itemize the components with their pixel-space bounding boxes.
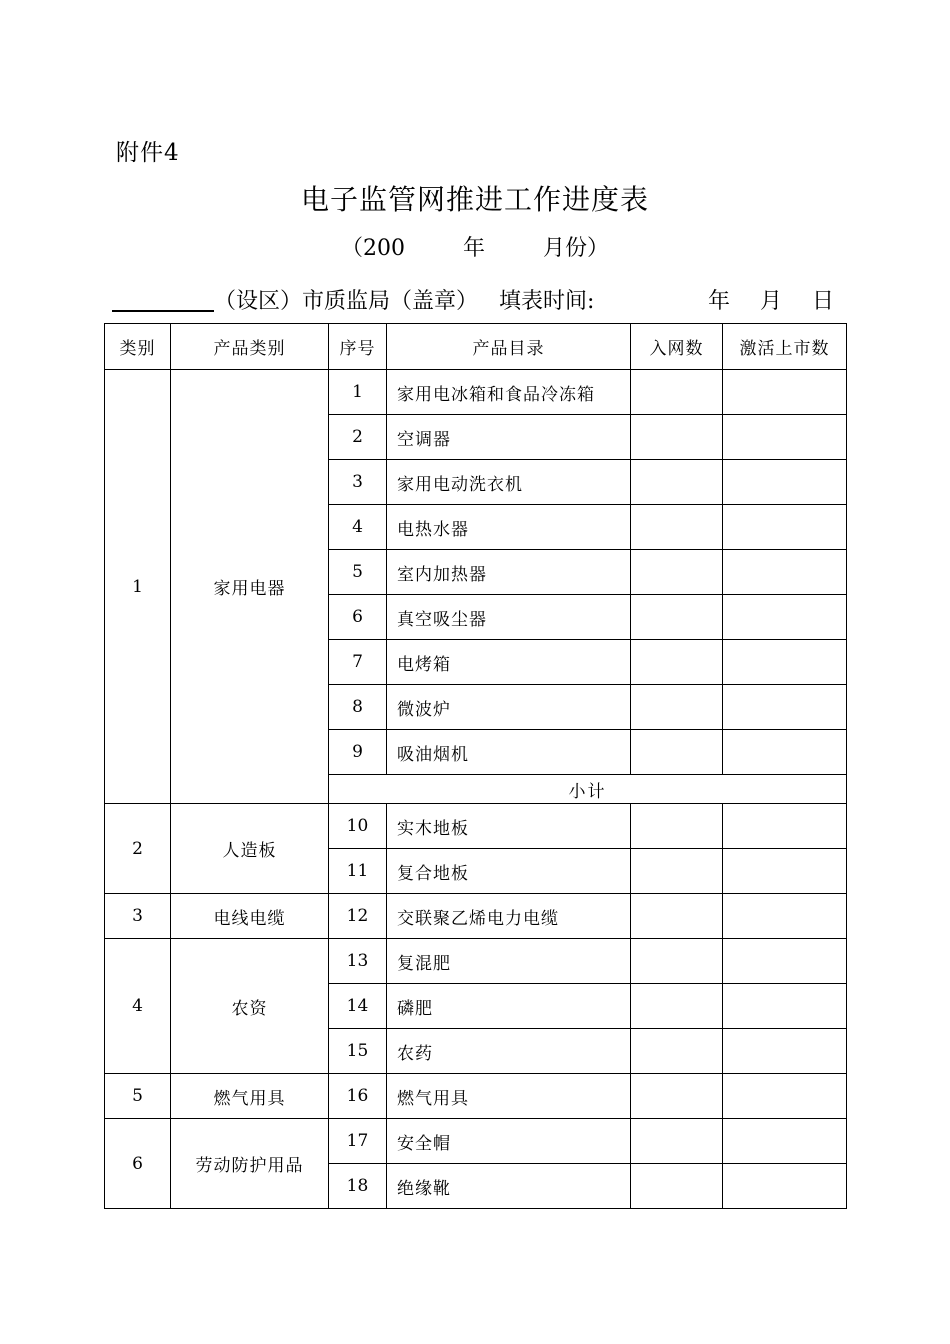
- seq-no-cell: 12: [329, 894, 387, 939]
- seq-no-cell: 8: [329, 685, 387, 730]
- network-count-input-cell[interactable]: [631, 1029, 723, 1074]
- product-name-cell: 吸油烟机: [387, 730, 631, 775]
- activated-count-input-cell[interactable]: [723, 849, 847, 894]
- category-number-cell: 1: [105, 370, 171, 804]
- seq-no-cell: 1: [329, 370, 387, 415]
- col-header-network-count: 入网数: [631, 324, 723, 370]
- seq-no-cell: 2: [329, 415, 387, 460]
- fill-date-label: 填表时间:: [499, 289, 595, 314]
- network-count-input-cell[interactable]: [631, 550, 723, 595]
- seq-no-cell: 11: [329, 849, 387, 894]
- network-count-input-cell[interactable]: [631, 1074, 723, 1119]
- product-name-cell: 实木地板: [387, 804, 631, 849]
- product-name-cell: 电热水器: [387, 505, 631, 550]
- network-count-input-cell[interactable]: [631, 505, 723, 550]
- category-number-cell: 5: [105, 1074, 171, 1119]
- period-open: （200: [340, 236, 405, 261]
- period-year-label: 年: [462, 236, 485, 261]
- product-category-cell: 劳动防护用品: [171, 1119, 329, 1209]
- seq-no-cell: 13: [329, 939, 387, 984]
- seq-no-cell: 3: [329, 460, 387, 505]
- seq-no-cell: 18: [329, 1164, 387, 1209]
- activated-count-input-cell[interactable]: [723, 370, 847, 415]
- seq-no-cell: 15: [329, 1029, 387, 1074]
- col-header-activated-count: 激活上市数: [723, 324, 847, 370]
- progress-table: [104, 323, 847, 1209]
- network-count-input-cell[interactable]: [631, 640, 723, 685]
- fill-date-fields: [708, 284, 834, 315]
- network-count-input-cell[interactable]: [631, 730, 723, 775]
- product-name-cell: 农药: [387, 1029, 631, 1074]
- seq-no-cell: 4: [329, 505, 387, 550]
- activated-count-input-cell[interactable]: [723, 894, 847, 939]
- product-name-cell: 燃气用具: [387, 1074, 631, 1119]
- seq-no-cell: 14: [329, 984, 387, 1029]
- network-count-input-cell[interactable]: [631, 685, 723, 730]
- product-name-cell: 复合地板: [387, 849, 631, 894]
- product-name-cell: 真空吸尘器: [387, 595, 631, 640]
- activated-count-input-cell[interactable]: [723, 1164, 847, 1209]
- subtotal-label: 小计: [329, 775, 847, 804]
- activated-count-input-cell[interactable]: [723, 804, 847, 849]
- activated-count-input-cell[interactable]: [723, 685, 847, 730]
- col-header-product-list: 产品目录: [387, 324, 631, 370]
- network-count-input-cell[interactable]: [631, 370, 723, 415]
- attachment-label: 附件4: [116, 140, 180, 166]
- product-name-cell: 空调器: [387, 415, 631, 460]
- network-count-input-cell[interactable]: [631, 939, 723, 984]
- product-name-cell: 磷肥: [387, 984, 631, 1029]
- product-name-cell: 交联聚乙烯电力电缆: [387, 894, 631, 939]
- seq-no-cell: 16: [329, 1074, 387, 1119]
- date-month-label: 月: [760, 289, 783, 314]
- activated-count-input-cell[interactable]: [723, 939, 847, 984]
- network-count-input-cell[interactable]: [631, 849, 723, 894]
- seq-no-cell: 17: [329, 1119, 387, 1164]
- network-count-input-cell[interactable]: [631, 804, 723, 849]
- col-header-product-category: 产品类别: [171, 324, 329, 370]
- fill-info-line: [112, 284, 948, 315]
- period-subtitle: [0, 231, 950, 262]
- table-row: [105, 894, 847, 939]
- date-day-label: 日: [812, 289, 835, 314]
- product-category-cell: 人造板: [171, 804, 329, 894]
- table-row: [105, 1074, 847, 1119]
- network-count-input-cell[interactable]: [631, 1119, 723, 1164]
- product-category-cell: 农资: [171, 939, 329, 1074]
- product-category-cell: 家用电器: [171, 370, 329, 804]
- col-header-category: 类别: [105, 324, 171, 370]
- activated-count-input-cell[interactable]: [723, 640, 847, 685]
- seq-no-cell: 5: [329, 550, 387, 595]
- category-number-cell: 3: [105, 894, 171, 939]
- product-name-cell: 家用电动洗衣机: [387, 460, 631, 505]
- district-blank-field[interactable]: [112, 288, 214, 312]
- product-category-cell: 电线电缆: [171, 894, 329, 939]
- category-number-cell: 2: [105, 804, 171, 894]
- network-count-input-cell[interactable]: [631, 984, 723, 1029]
- seq-no-cell: 7: [329, 640, 387, 685]
- activated-count-input-cell[interactable]: [723, 1074, 847, 1119]
- category-number-cell: 6: [105, 1119, 171, 1209]
- network-count-input-cell[interactable]: [631, 1164, 723, 1209]
- activated-count-input-cell[interactable]: [723, 730, 847, 775]
- product-category-cell: 燃气用具: [171, 1074, 329, 1119]
- activated-count-input-cell[interactable]: [723, 1029, 847, 1074]
- network-count-input-cell[interactable]: [631, 415, 723, 460]
- activated-count-input-cell[interactable]: [723, 460, 847, 505]
- activated-count-input-cell[interactable]: [723, 984, 847, 1029]
- page-title: 电子监管网推进工作进度表: [300, 183, 649, 216]
- activated-count-input-cell[interactable]: [723, 1119, 847, 1164]
- table-row: [105, 804, 847, 849]
- product-name-cell: 安全帽: [387, 1119, 631, 1164]
- table-header-row: [105, 324, 847, 370]
- seq-no-cell: 6: [329, 595, 387, 640]
- table-row: [105, 1119, 847, 1164]
- activated-count-input-cell[interactable]: [723, 505, 847, 550]
- product-name-cell: 电烤箱: [387, 640, 631, 685]
- network-count-input-cell[interactable]: [631, 894, 723, 939]
- date-year-label: 年: [708, 289, 731, 314]
- district-bureau-label: （设区）市质监局（盖章）: [214, 289, 479, 314]
- network-count-input-cell[interactable]: [631, 595, 723, 640]
- activated-count-input-cell[interactable]: [723, 415, 847, 460]
- product-name-cell: 微波炉: [387, 685, 631, 730]
- seq-no-cell: 9: [329, 730, 387, 775]
- activated-count-input-cell[interactable]: [723, 595, 847, 640]
- seq-no-cell: 10: [329, 804, 387, 849]
- product-name-cell: 室内加热器: [387, 550, 631, 595]
- product-name-cell: 家用电冰箱和食品冷冻箱: [387, 370, 631, 415]
- category-number-cell: 4: [105, 939, 171, 1074]
- col-header-seq-no: 序号: [329, 324, 387, 370]
- table-row: [105, 370, 847, 415]
- table-row: [105, 939, 847, 984]
- product-name-cell: 绝缘靴: [387, 1164, 631, 1209]
- network-count-input-cell[interactable]: [631, 460, 723, 505]
- product-name-cell: 复混肥: [387, 939, 631, 984]
- activated-count-input-cell[interactable]: [723, 550, 847, 595]
- period-month-label: 月份）: [543, 236, 610, 261]
